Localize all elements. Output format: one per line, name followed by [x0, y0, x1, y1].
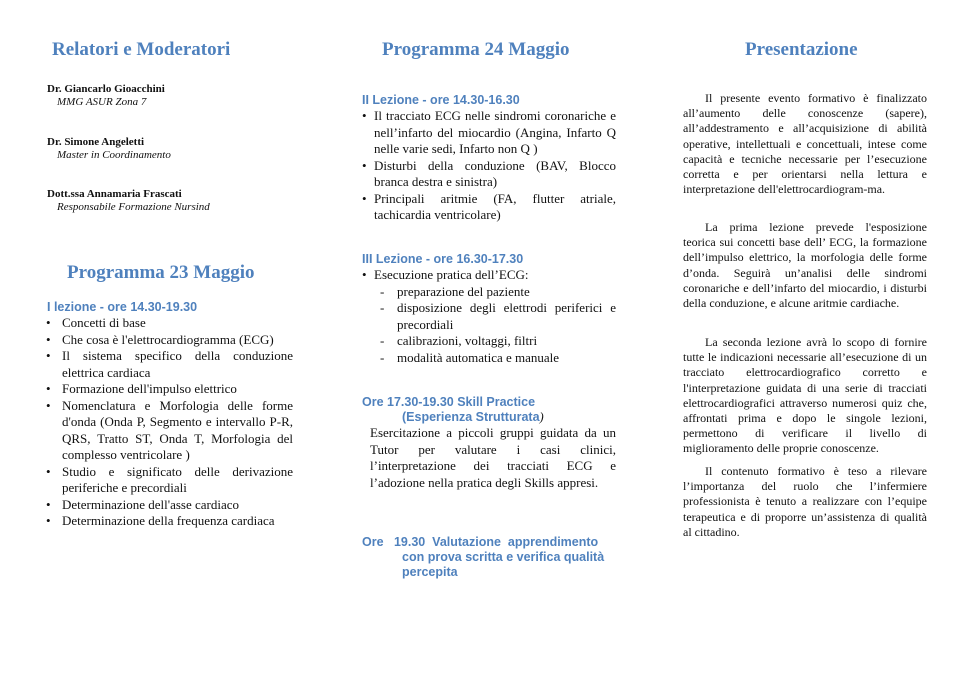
list-item: • Il sistema specifico della conduzione elettrica cardiaca	[43, 348, 293, 381]
speaker-role: Master in Coordinamento	[57, 149, 171, 161]
list-subitem: - calibrazioni, voltaggi, filtri	[362, 333, 616, 350]
lesson-2-section	[362, 93, 616, 224]
speaker-name: Dott.ssa Annamaria Frascati	[47, 188, 182, 200]
paragraph-text: La prima lezione prevede l'esposizione teorica sui concetti base dell’ ECG, la formazione dell’impulso elettrico, la morfologia delle forme d’onda. Seguirà un’analisi delle sindromi coronariche e dell’infarto del miocardio, i disturbi della conduzione, e alcune aritmie cardiache.	[683, 220, 927, 311]
presentazione-title: Presentazione	[745, 39, 858, 60]
list-item: • Nomenclatura e Morfologia delle forme d'onda (Onda P, Segmento e intervallo P-R, QRS, Tratto ST, Onda T, Morfologia del complesso ventricolare )	[43, 398, 293, 464]
lesson-1-heading: I lezione - ore 14.30-19.30	[47, 300, 198, 314]
presentation-paragraph-2	[683, 220, 927, 311]
list-item: • Formazione dell'impulso elettrico	[43, 381, 293, 398]
lesson-3-section	[362, 252, 616, 366]
relatori-title: Relatori e Moderatori	[52, 39, 231, 60]
speaker-2	[47, 136, 171, 162]
list-subitem: - disposizione degli elettrodi periferici e precordiali	[362, 300, 616, 333]
skill-practice-text: Esercitazione a piccoli gruppi guidata da un Tutor per valutare i casi clinici, l’interpretazione dei tracciati ECG e l’adozione nella pratica degli Skills appresi.	[370, 425, 616, 490]
speaker-role: Responsabile Formazione Nursind	[57, 201, 210, 213]
presentation-paragraph-3	[683, 335, 927, 457]
speaker-3	[47, 188, 210, 214]
program-24-title: Programma 24 Maggio	[382, 39, 570, 60]
paragraph-text: Il presente evento formativo è finalizzato all’aumento delle conoscenze (sapere), all’addestramento e all’acquisizione di abilità operative, intellettuali e concettuali, intese come capacità e tecniche necessarie per l’esecuzione corretta e per orientarsi nella lettura e interpretazione dell'elettrocardiogram-ma.	[683, 91, 927, 197]
evaluation-heading-line2: con prova scritta e verifica qualità	[402, 550, 605, 564]
list-subitem: - modalità automatica e manuale	[362, 350, 616, 367]
evaluation-heading-line1: Ore 19.30 Valutazione apprendimento	[362, 535, 599, 549]
closing-paren: )	[539, 410, 544, 424]
speaker-name: Dr. Simone Angeletti	[47, 136, 145, 148]
list-item: • Determinazione dell'asse cardiaco	[43, 497, 293, 514]
lesson-1-list	[43, 315, 293, 530]
list-item: • Studio e significato delle derivazione periferiche e precordiali	[43, 464, 293, 497]
list-item: • Che cosa è l'elettrocardiogramma (ECG)	[43, 332, 293, 349]
program-23-title: Programma 23 Maggio	[67, 262, 255, 283]
paragraph-text: La seconda lezione avrà lo scopo di fornire tutte le indicazioni necessarie all’esecuzione di un tracciato elettrocardiografico corretto e l'interpretazione guidata di una serie di tracciati elettrocardiografici attraverso numerosi quiz che, affrontati prima e dopo le singole lezioni, permettono di verificare il livello di miglioramento delle proprie conoscenze.	[683, 335, 927, 456]
evaluation-heading-line3: percepita	[402, 565, 458, 579]
lesson-3-heading: III Lezione - ore 16.30-17.30	[362, 252, 524, 266]
lesson-2-list	[362, 108, 616, 224]
speaker-1	[47, 83, 165, 109]
skill-practice-subheading	[362, 410, 616, 425]
presentation-paragraph-4	[683, 464, 927, 540]
speaker-name: Dr. Giancarlo Gioacchini	[47, 83, 165, 95]
skill-practice-section	[362, 395, 616, 491]
lesson-3-list	[362, 267, 616, 284]
list-item: • Principali aritmie (FA, flutter atriale, tachicardia ventricolare)	[362, 191, 616, 224]
list-item: • Il tracciato ECG nelle sindromi coronariche e nell’infarto del miocardio (Angina, Infarto Q nelle varie sedi, Infarto non Q )	[362, 108, 616, 158]
speaker-role: MMG ASUR Zona 7	[57, 96, 147, 108]
presentation-paragraph-1	[683, 91, 927, 197]
lesson-2-heading: II Lezione - ore 14.30-16.30	[362, 93, 520, 107]
paragraph-text: Il contenuto formativo è teso a rilevare l’importanza del ruolo che l’infermiere professionista è tenuto a realizzare con l’equipe terapeutica e di proporre un’assistenza di qualità al cittadino.	[683, 464, 927, 539]
lesson-1-section	[47, 300, 293, 530]
list-item: • Esecuzione pratica dell’ECG:	[362, 267, 616, 284]
list-subitem: - preparazione del paziente	[362, 284, 616, 301]
lesson-3-sublist	[362, 284, 616, 367]
list-item: • Concetti di base	[43, 315, 293, 332]
skill-practice-subheading-text: (Esperienza Strutturata	[402, 410, 540, 424]
skill-practice-heading: Ore 17.30-19.30 Skill Practice	[362, 395, 536, 409]
evaluation-section	[362, 535, 616, 580]
list-item: • Determinazione della frequenza cardiaca	[43, 513, 293, 530]
list-item: • Disturbi della conduzione (BAV, Blocco branca destra e sinistra)	[362, 158, 616, 191]
